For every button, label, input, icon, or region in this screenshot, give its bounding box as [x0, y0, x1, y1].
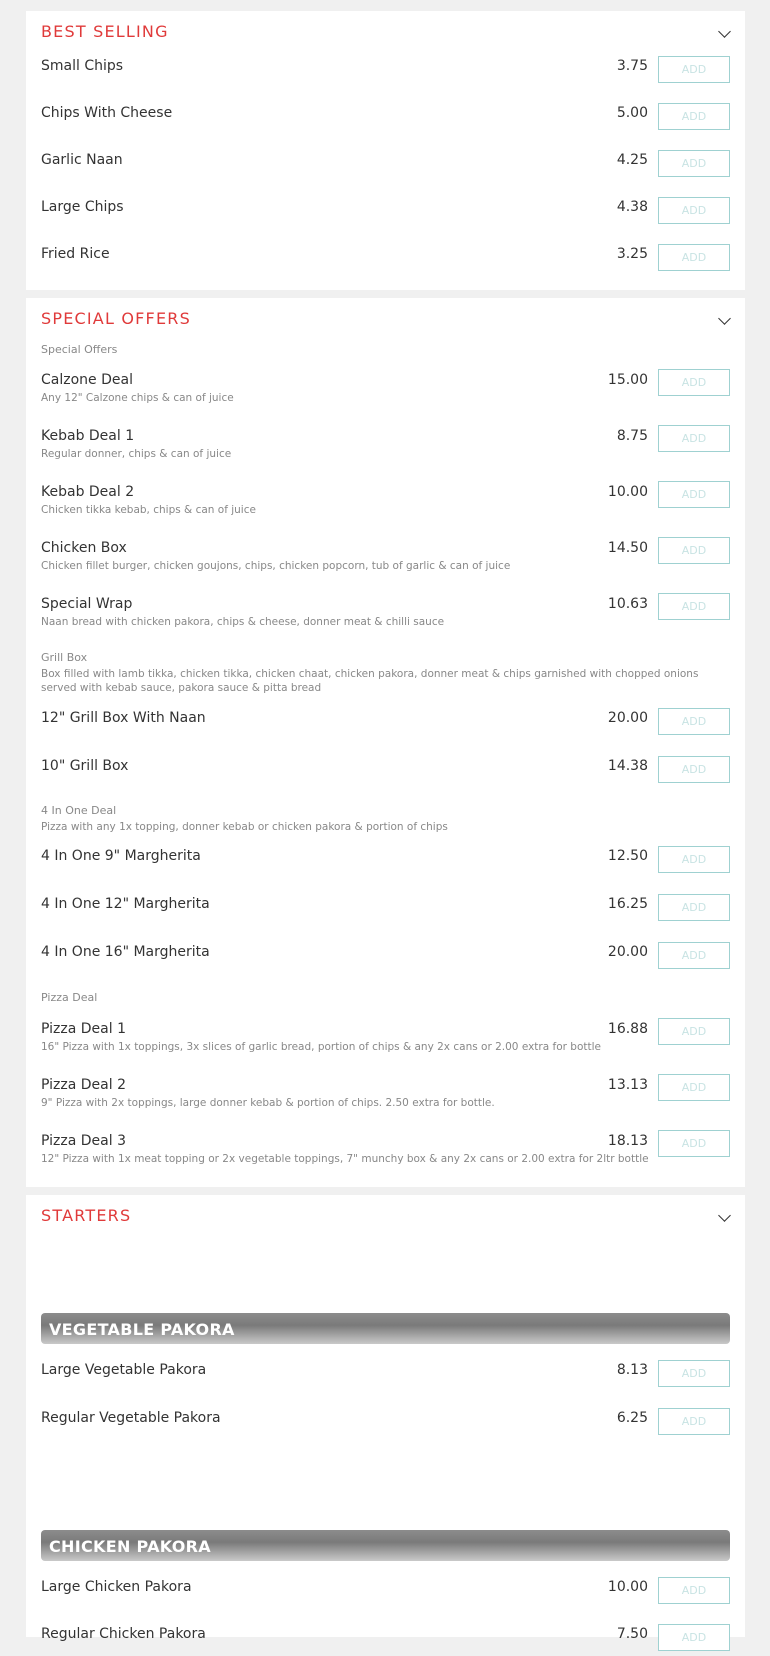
- subsection-banner: [41, 1313, 730, 1344]
- add-button[interactable]: ADD: [658, 1130, 730, 1157]
- item-price: 16.25: [607, 896, 648, 912]
- section-title: SPECIAL OFFERS: [41, 309, 191, 328]
- item-price: 14.38: [607, 758, 648, 774]
- add-button[interactable]: ADD: [658, 846, 730, 873]
- item-description: 12" Pizza with 1x meat topping or 2x vegetable toppings, 7" munchy box & any 2x cans or 2.00 extra for 2ltr bottle: [41, 1153, 649, 1165]
- item-price: 4.38: [616, 199, 648, 215]
- menu-item: [41, 1077, 730, 1117]
- item-name: Fried Rice: [41, 246, 110, 262]
- item-name: Regular Chicken Pakora: [41, 1626, 206, 1642]
- chevron-down-icon[interactable]: [718, 1209, 731, 1222]
- menu-item: [41, 1133, 730, 1173]
- add-button[interactable]: ADD: [658, 894, 730, 921]
- group-title: 4 In One Deal: [41, 804, 117, 817]
- add-button[interactable]: ADD: [658, 1577, 730, 1604]
- item-name: Small Chips: [41, 58, 124, 74]
- item-name: 4 In One 12" Margherita: [41, 896, 210, 912]
- item-name: Large Chips: [41, 199, 124, 215]
- item-name: 12" Grill Box With Naan: [41, 710, 206, 726]
- add-button[interactable]: ADD: [658, 197, 730, 224]
- item-price: 5.00: [616, 105, 648, 121]
- item-name: Regular Vegetable Pakora: [41, 1410, 221, 1426]
- group-title: Pizza Deal: [41, 991, 98, 1004]
- item-price: 18.13: [607, 1133, 648, 1149]
- add-button[interactable]: ADD: [658, 244, 730, 271]
- item-name: Garlic Naan: [41, 152, 123, 168]
- item-name: Kebab Deal 2: [41, 484, 135, 500]
- menu-item: [41, 540, 730, 580]
- menu-item: [41, 1021, 730, 1061]
- add-button[interactable]: ADD: [658, 1624, 730, 1651]
- menu-item: [41, 944, 730, 974]
- item-price: 10.00: [607, 484, 648, 500]
- add-button[interactable]: ADD: [658, 150, 730, 177]
- item-name: Calzone Deal: [41, 372, 133, 388]
- item-price: 10.00: [607, 1579, 648, 1595]
- add-button[interactable]: ADD: [658, 481, 730, 508]
- menu-item: [41, 152, 730, 182]
- item-name: 4 In One 9" Margherita: [41, 848, 201, 864]
- add-button[interactable]: ADD: [658, 537, 730, 564]
- item-price: 4.25: [616, 152, 648, 168]
- section-title: BEST SELLING: [41, 22, 169, 41]
- add-button[interactable]: ADD: [658, 756, 730, 783]
- item-name: Chicken Box: [41, 540, 127, 556]
- add-button[interactable]: ADD: [658, 56, 730, 83]
- menu-item: [41, 1579, 730, 1609]
- item-price: 8.75: [616, 428, 648, 444]
- group-title: Grill Box: [41, 651, 88, 664]
- item-price: 20.00: [607, 944, 648, 960]
- add-button[interactable]: ADD: [658, 708, 730, 735]
- best-selling-panel: [26, 11, 745, 290]
- add-button[interactable]: ADD: [658, 1074, 730, 1101]
- item-description: Chicken fillet burger, chicken goujons, chips, chicken popcorn, tub of garlic & can of juice: [41, 560, 511, 572]
- item-price: 12.50: [607, 848, 648, 864]
- add-button[interactable]: ADD: [658, 103, 730, 130]
- menu-item: [41, 246, 730, 276]
- item-price: 7.50: [616, 1626, 648, 1642]
- item-description: Regular donner, chips & can of juice: [41, 448, 232, 460]
- item-name: Pizza Deal 2: [41, 1077, 126, 1093]
- item-description: 9" Pizza with 2x toppings, large donner kebab & portion of chips. 2.50 extra for bottle.: [41, 1097, 495, 1109]
- item-price: 13.13: [607, 1077, 648, 1093]
- add-button[interactable]: ADD: [658, 369, 730, 396]
- item-description: Any 12" Calzone chips & can of juice: [41, 392, 234, 404]
- menu-item: [41, 372, 730, 412]
- item-name: 10" Grill Box: [41, 758, 129, 774]
- item-price: 15.00: [607, 372, 648, 388]
- item-name: Large Vegetable Pakora: [41, 1362, 207, 1378]
- item-price: 16.88: [607, 1021, 648, 1037]
- menu-item: [41, 596, 730, 636]
- item-price: 8.13: [616, 1362, 648, 1378]
- subsection-title: VEGETABLE PAKORA: [49, 1320, 235, 1339]
- menu-item: [41, 58, 730, 88]
- chevron-down-icon[interactable]: [718, 25, 731, 38]
- add-button[interactable]: ADD: [658, 1408, 730, 1435]
- add-button[interactable]: ADD: [658, 942, 730, 969]
- menu-item: [41, 105, 730, 135]
- group-title: Special Offers: [41, 343, 118, 356]
- item-price: 14.50: [607, 540, 648, 556]
- starters-panel: [26, 1195, 745, 1644]
- menu-item: [41, 710, 730, 740]
- section-title: STARTERS: [41, 1206, 132, 1225]
- menu-item: [41, 758, 730, 788]
- menu-item: [41, 848, 730, 878]
- subsection-banner: [41, 1530, 730, 1561]
- item-name: Pizza Deal 1: [41, 1021, 126, 1037]
- menu-item: [41, 428, 730, 468]
- special-offers-panel: [26, 298, 745, 1187]
- item-description: Naan bread with chicken pakora, chips & cheese, donner meat & chilli sauce: [41, 616, 445, 628]
- add-button[interactable]: ADD: [658, 1360, 730, 1387]
- item-name: Pizza Deal 3: [41, 1133, 126, 1149]
- item-name: 4 In One 16" Margherita: [41, 944, 210, 960]
- item-name: Kebab Deal 1: [41, 428, 135, 444]
- menu-item: [41, 1626, 730, 1656]
- menu-item: [41, 484, 730, 524]
- item-price: 3.25: [616, 246, 648, 262]
- add-button[interactable]: ADD: [658, 593, 730, 620]
- item-price: 6.25: [616, 1410, 648, 1426]
- group-description: Pizza with any 1x topping, donner kebab or chicken pakora & portion of chips: [41, 821, 448, 833]
- subsection-title: CHICKEN PAKORA: [49, 1537, 211, 1556]
- menu-item: [41, 1362, 730, 1392]
- add-button[interactable]: ADD: [658, 1018, 730, 1045]
- group-description: Box filled with lamb tikka, chicken tikka, chicken chaat, chicken pakora, donner meat & chips garnished with chopped onions served with kebab sauce, pakora sauce & pitta bread: [41, 668, 699, 694]
- item-name: Special Wrap: [41, 596, 133, 612]
- item-description: Chicken tikka kebab, chips & can of juice: [41, 504, 256, 516]
- item-description: 16" Pizza with 1x toppings, 3x slices of garlic bread, portion of chips & any 2x cans or 2.00 extra for bottle: [41, 1041, 601, 1053]
- item-price: 3.75: [616, 58, 648, 74]
- menu-item: [41, 199, 730, 229]
- chevron-down-icon[interactable]: [718, 312, 731, 325]
- item-name: Large Chicken Pakora: [41, 1579, 192, 1595]
- menu-item: [41, 896, 730, 926]
- item-name: Chips With Cheese: [41, 105, 173, 121]
- menu-item: [41, 1410, 730, 1440]
- add-button[interactable]: ADD: [658, 425, 730, 452]
- item-price: 10.63: [607, 596, 648, 612]
- item-price: 20.00: [607, 710, 648, 726]
